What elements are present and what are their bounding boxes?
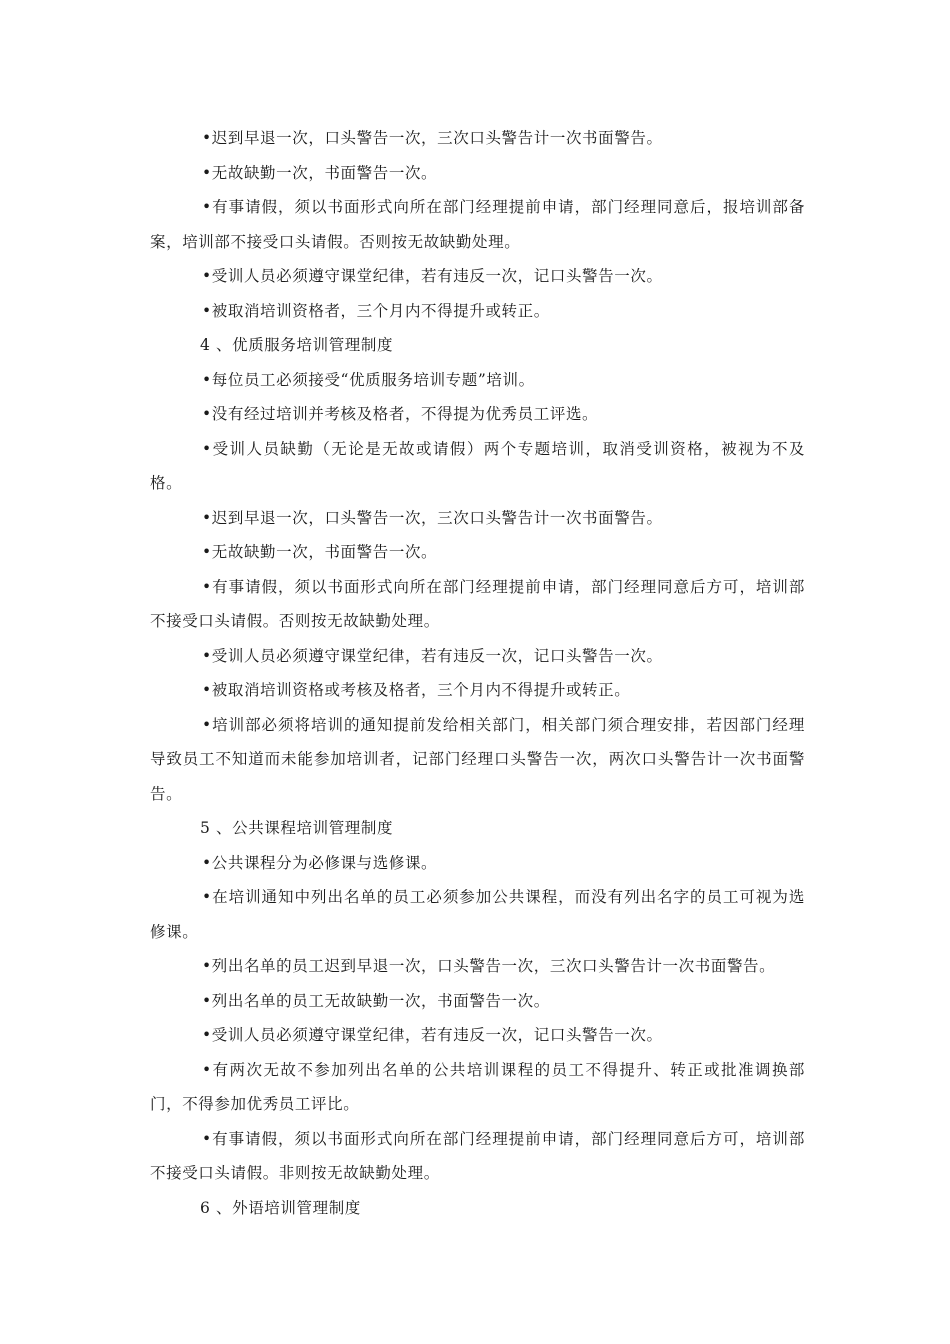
list-item: •受训人员缺勤（无论是无故或请假）两个专题培训，取消受训资格，被视为不及格。	[150, 439, 805, 492]
list-item: •受训人员必须遵守课堂纪律，若有违反一次，记口头警告一次。	[202, 646, 663, 665]
list-item: •公共课程分为必修课与选修课。	[202, 853, 438, 872]
list-item: •受训人员必须遵守课堂纪律，若有违反一次，记口头警告一次。	[202, 267, 663, 285]
list-item: •培训部必须将培训的通知提前发给相关部门，相关部门须合理安排，若因部门经理导致员工不知道而未能参加培训者，记部门经理口头警告一次，两次口头警告计一次书面警告。	[150, 715, 805, 803]
list-item: •有事请假，须以书面形式向所在部门经理提前申请，部门经理同意后方可，培训部不接受口头请假。非则按无故缺勤处理。	[150, 1129, 805, 1182]
list-item: •无故缺勤一次，书面警告一次。	[202, 163, 438, 182]
section-heading: 6 、外语培训管理制度	[200, 1198, 361, 1217]
list-item: •有两次无故不参加列出名单的公共培训课程的员工不得提升、转正或批准调换部门，不得参加优秀员工评比。	[150, 1060, 805, 1113]
list-item: •没有经过培训并考核及格者，不得提为优秀员工评选。	[202, 405, 599, 423]
list-item: •无故缺勤一次，书面警告一次。	[202, 543, 438, 561]
list-item: •在培训通知中列出名单的员工必须参加公共课程，而没有列出名字的员工可视为选修课。	[150, 888, 805, 941]
list-item: •列出名单的员工无故缺勤一次，书面警告一次。	[202, 991, 550, 1010]
list-item: •每位员工必须接受“优质服务培训专题”培训。	[202, 370, 535, 389]
document-body	[150, 121, 805, 1225]
list-item: •受训人员必须遵守课堂纪律，若有违反一次，记口头警告一次。	[202, 1026, 663, 1044]
list-item: •列出名单的员工迟到早退一次，口头警告一次，三次口头警告计一次书面警告。	[202, 957, 776, 975]
list-item: •被取消培训资格者，三个月内不得提升或转正。	[202, 301, 550, 320]
list-item: •有事请假，须以书面形式向所在部门经理提前申请，部门经理同意后，报培训部备案，培训部不接受口头请假。否则按无故缺勤处理。	[150, 198, 805, 251]
list-item: •迟到早退一次，口头警告一次，三次口头警告计一次书面警告。	[202, 508, 663, 527]
section-heading: 5 、公共课程培训管理制度	[200, 819, 394, 837]
list-item: •迟到早退一次，口头警告一次，三次口头警告计一次书面警告。	[202, 129, 663, 147]
section-heading: 4 、优质服务培训管理制度	[200, 336, 394, 354]
list-item: •被取消培训资格或考核及格者，三个月内不得提升或转正。	[202, 681, 631, 699]
list-item: •有事请假，须以书面形式向所在部门经理提前申请，部门经理同意后方可，培训部不接受口头请假。否则按无故缺勤处理。	[150, 577, 805, 630]
